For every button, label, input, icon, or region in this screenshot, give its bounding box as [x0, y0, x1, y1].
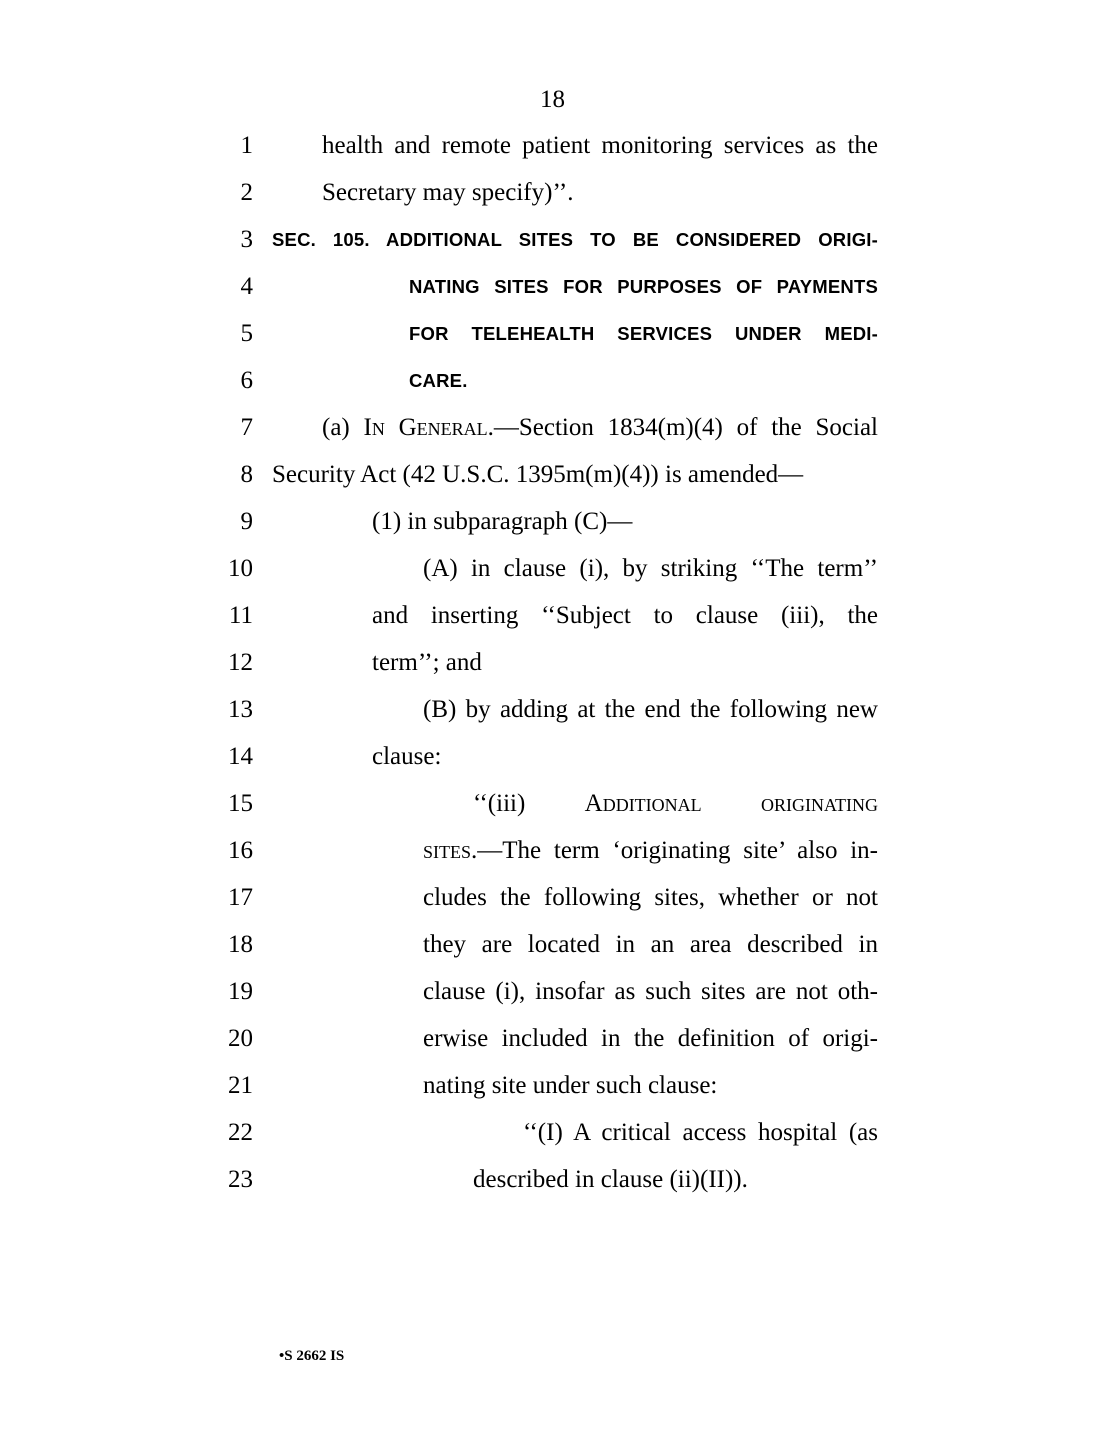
- text-line: [0, 123, 1105, 169]
- line-text: (B) by adding at the end the following new: [423, 696, 878, 723]
- text-line: [0, 1110, 1105, 1156]
- text-line: [0, 875, 1105, 921]
- line-number: 16: [228, 837, 253, 864]
- line-text: described in clause (ii)(II)).: [473, 1166, 748, 1193]
- line-number: 21: [228, 1072, 253, 1099]
- line-number: 8: [240, 461, 253, 488]
- line-number: 11: [228, 602, 253, 629]
- text-line: [0, 734, 1105, 780]
- bill-identifier-footer: •S 2662 IS: [279, 1348, 345, 1364]
- subsection-heading: In General.: [363, 414, 494, 441]
- line-number: 2: [240, 179, 253, 206]
- line-number: 17: [228, 884, 253, 911]
- line-text: [423, 828, 878, 874]
- line-text: [322, 405, 878, 451]
- text-line: [0, 170, 1105, 216]
- line-number: 7: [240, 414, 253, 441]
- section-heading-text: CARE.: [409, 370, 468, 391]
- section-heading-text: NATING SITES FOR PURPOSES OF PAYMENTS: [409, 276, 878, 297]
- line-number: 3: [240, 226, 253, 253]
- clause-heading: Additional originating: [584, 790, 878, 817]
- text-line: [0, 499, 1105, 545]
- line-number: 12: [228, 649, 253, 676]
- line-number: 14: [228, 743, 253, 770]
- text-line: [0, 1063, 1105, 1109]
- line-number: 6: [240, 367, 253, 394]
- line-number: 13: [228, 696, 253, 723]
- text-line: [0, 687, 1105, 733]
- line-number: 15: [228, 790, 253, 817]
- line-text: they are located in an area described in: [423, 931, 878, 958]
- section-heading-line: [0, 264, 1105, 310]
- line-text: ‘‘(I) A critical access hospital (as: [523, 1119, 878, 1146]
- line-number: 4: [240, 273, 253, 300]
- line-text-rest: —Section 1834(m)(4) of the Social: [493, 414, 879, 441]
- line-number: 23: [228, 1166, 253, 1193]
- line-text: [473, 781, 878, 827]
- line-text: nating site under such clause:: [423, 1072, 718, 1099]
- text-line: [0, 593, 1105, 639]
- clause-heading: sites.: [423, 837, 478, 864]
- page-number: 18: [540, 86, 565, 113]
- text-line: [0, 781, 1105, 827]
- line-text: clause (i), insofar as such sites are not oth-: [423, 978, 878, 1005]
- line-number: 20: [228, 1025, 253, 1052]
- line-number: 1: [240, 132, 253, 159]
- section-heading-text: SEC. 105. ADDITIONAL SITES TO BE CONSIDERED ORIGI-: [272, 229, 878, 250]
- line-number: 9: [240, 508, 253, 535]
- line-text-rest: —The term ‘originating site’ also in-: [477, 837, 878, 864]
- text-line: [0, 405, 1105, 451]
- text-line: [0, 546, 1105, 592]
- subsection-label: (a): [322, 414, 364, 441]
- line-text: term’’; and: [372, 649, 482, 676]
- text-line: [0, 828, 1105, 874]
- section-heading-line: [0, 358, 1105, 404]
- text-line: [0, 452, 1105, 498]
- line-text: health and remote patient monitoring services as the: [322, 132, 878, 159]
- section-heading-text: FOR TELEHEALTH SERVICES UNDER MEDI-: [409, 323, 878, 344]
- line-number: 5: [240, 320, 253, 347]
- line-number: 10: [228, 555, 253, 582]
- line-text: cludes the following sites, whether or not: [423, 884, 878, 911]
- section-heading-line: [0, 217, 1105, 263]
- text-line: [0, 1016, 1105, 1062]
- line-number: 19: [228, 978, 253, 1005]
- text-line: [0, 1157, 1105, 1203]
- line-number: 22: [228, 1119, 253, 1146]
- section-heading-line: [0, 311, 1105, 357]
- line-text: Secretary may specify)’’.: [322, 179, 574, 206]
- line-text: erwise included in the definition of origi-: [423, 1025, 878, 1052]
- text-line: [0, 640, 1105, 686]
- clause-label: ‘‘(iii): [473, 790, 585, 817]
- text-line: [0, 922, 1105, 968]
- line-text: (A) in clause (i), by striking ‘‘The term’’: [423, 555, 878, 582]
- line-text: clause:: [372, 743, 442, 770]
- line-text: and inserting ‘‘Subject to clause (iii), the: [372, 602, 878, 629]
- line-text: (1) in subparagraph (C)—: [372, 508, 633, 535]
- text-line: [0, 969, 1105, 1015]
- line-text: Security Act (42 U.S.C. 1395m(m)(4)) is amended—: [272, 461, 804, 488]
- line-number: 18: [228, 931, 253, 958]
